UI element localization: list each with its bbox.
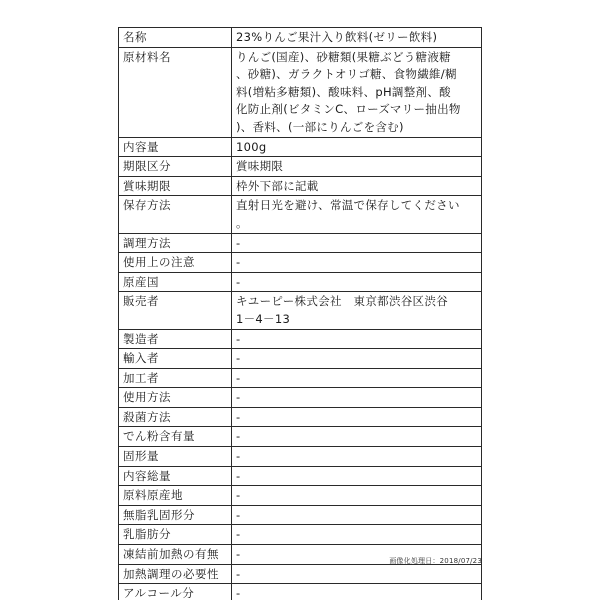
label-row-value-line: - <box>236 235 241 250</box>
label-row-value-line: 。 <box>236 215 248 230</box>
label-row-value-line: りんご(国産)、砂糖類(果糖ぶどう糖液糖 <box>236 49 451 64</box>
label-row-key: 原産国 <box>119 272 232 292</box>
label-row-value-line: - <box>236 566 241 581</box>
label-row-value-line: - <box>236 390 241 405</box>
label-row-value-line: 23%りんご果汁入り飲料(ゼリー飲料) <box>236 30 438 44</box>
label-row-value <box>232 525 482 545</box>
label-row <box>119 233 482 253</box>
label-row-value-line: - <box>236 409 241 424</box>
label-row <box>119 388 482 408</box>
label-row-value <box>232 272 482 292</box>
label-row <box>119 157 482 177</box>
label-row-value-line: 1－4－13 <box>236 311 291 326</box>
food-label-table-body <box>119 28 482 600</box>
label-row <box>119 329 482 349</box>
label-row <box>119 47 482 137</box>
label-row-value <box>232 388 482 408</box>
food-label-sheet <box>118 27 482 600</box>
label-row-key: 無脂乳固形分 <box>119 505 232 525</box>
label-row-value-line: - <box>236 429 241 444</box>
label-row-value <box>232 447 482 467</box>
label-row-key: 固形量 <box>119 447 232 467</box>
label-row-value <box>232 466 482 486</box>
label-row-key: アルコール分 <box>119 584 232 600</box>
label-row-key: 原材料名 <box>119 47 232 137</box>
label-row-value-line: 化防止剤(ビタミンC、ローズマリー抽出物 <box>236 102 461 117</box>
label-row <box>119 525 482 545</box>
label-row-value-line: 、砂糖)、ガラクトオリゴ糖、食物繊維/糊 <box>236 67 457 82</box>
label-row <box>119 196 482 233</box>
label-row-value-line: - <box>236 527 241 542</box>
label-row-value <box>232 407 482 427</box>
label-row-key: 凍結前加熱の有無 <box>119 545 232 565</box>
label-row-key: でん粉含有量 <box>119 427 232 447</box>
label-row-value <box>232 157 482 177</box>
label-row-value <box>232 368 482 388</box>
label-row <box>119 427 482 447</box>
label-row-value-line: - <box>236 370 241 385</box>
label-row-value <box>232 427 482 447</box>
label-row-value-line: - <box>236 331 241 346</box>
label-row-value-line: - <box>236 449 241 464</box>
label-row <box>119 368 482 388</box>
label-row <box>119 447 482 467</box>
label-row-value <box>232 292 482 329</box>
label-row <box>119 137 482 157</box>
label-row-value <box>232 584 482 600</box>
label-row-key: 輸入者 <box>119 349 232 369</box>
label-row-value-line: - <box>236 586 241 600</box>
label-row-value <box>232 47 482 137</box>
label-row-key: 調理方法 <box>119 233 232 253</box>
label-row-value-line: - <box>236 255 241 270</box>
label-row-value-line: キユーピー株式会社 東京都渋谷区渋谷 <box>236 294 448 309</box>
food-label-table <box>118 27 482 600</box>
label-row-value-line: )、香料、(一部にりんごを含む) <box>236 119 404 134</box>
label-row-value-line: - <box>236 274 241 289</box>
label-row <box>119 28 482 48</box>
label-row <box>119 564 482 584</box>
processing-date-footer <box>389 556 482 566</box>
label-row-value <box>232 176 482 196</box>
label-row <box>119 253 482 273</box>
label-row-value <box>232 564 482 584</box>
label-row <box>119 505 482 525</box>
label-row-value <box>232 233 482 253</box>
label-row-key: 保存方法 <box>119 196 232 233</box>
label-row-value-line: - <box>236 351 241 366</box>
label-row-value-line: - <box>236 547 241 562</box>
label-row <box>119 176 482 196</box>
label-row-value-line: 料(増粘多糖類)、酸味料、pH調整剤、酸 <box>236 84 451 99</box>
label-row <box>119 349 482 369</box>
label-row-value-line: - <box>236 507 241 522</box>
label-row-key: 製造者 <box>119 329 232 349</box>
label-row-key: 内容総量 <box>119 466 232 486</box>
label-row-value-line: - <box>236 488 241 503</box>
label-row-value <box>232 28 482 48</box>
label-row <box>119 486 482 506</box>
label-row-key: 使用上の注意 <box>119 253 232 273</box>
label-row-key: 賞味期限 <box>119 176 232 196</box>
label-row <box>119 466 482 486</box>
label-row-value <box>232 329 482 349</box>
label-row-value-line: 賞味期限 <box>236 159 284 174</box>
label-row-value-line: 直射日光を避け、常温で保存してください <box>236 198 460 213</box>
label-row <box>119 272 482 292</box>
label-row-key: 使用方法 <box>119 388 232 408</box>
label-row-key: 期限区分 <box>119 157 232 177</box>
label-row-key: 原料原産地 <box>119 486 232 506</box>
label-row-value <box>232 505 482 525</box>
label-row <box>119 407 482 427</box>
label-row-key: 殺菌方法 <box>119 407 232 427</box>
label-row <box>119 584 482 600</box>
label-row-key: 内容量 <box>119 137 232 157</box>
label-row-value <box>232 196 482 233</box>
label-row-value <box>232 349 482 369</box>
label-row-value-line: 100g <box>236 139 267 154</box>
label-row-key: 加工者 <box>119 368 232 388</box>
label-row-value <box>232 253 482 273</box>
label-row-key: 名称 <box>119 28 232 48</box>
label-row-value <box>232 486 482 506</box>
label-row-key: 加熱調理の必要性 <box>119 564 232 584</box>
label-row-key: 販売者 <box>119 292 232 329</box>
label-row-value-line: - <box>236 468 241 483</box>
label-row-value-line: 枠外下部に記載 <box>236 178 319 193</box>
label-row <box>119 292 482 329</box>
label-row-key: 乳脂肪分 <box>119 525 232 545</box>
processing-date-value: 2018/07/23 <box>439 557 482 565</box>
label-row-value <box>232 137 482 157</box>
processing-date-label: 画像化処理日： <box>389 557 440 565</box>
